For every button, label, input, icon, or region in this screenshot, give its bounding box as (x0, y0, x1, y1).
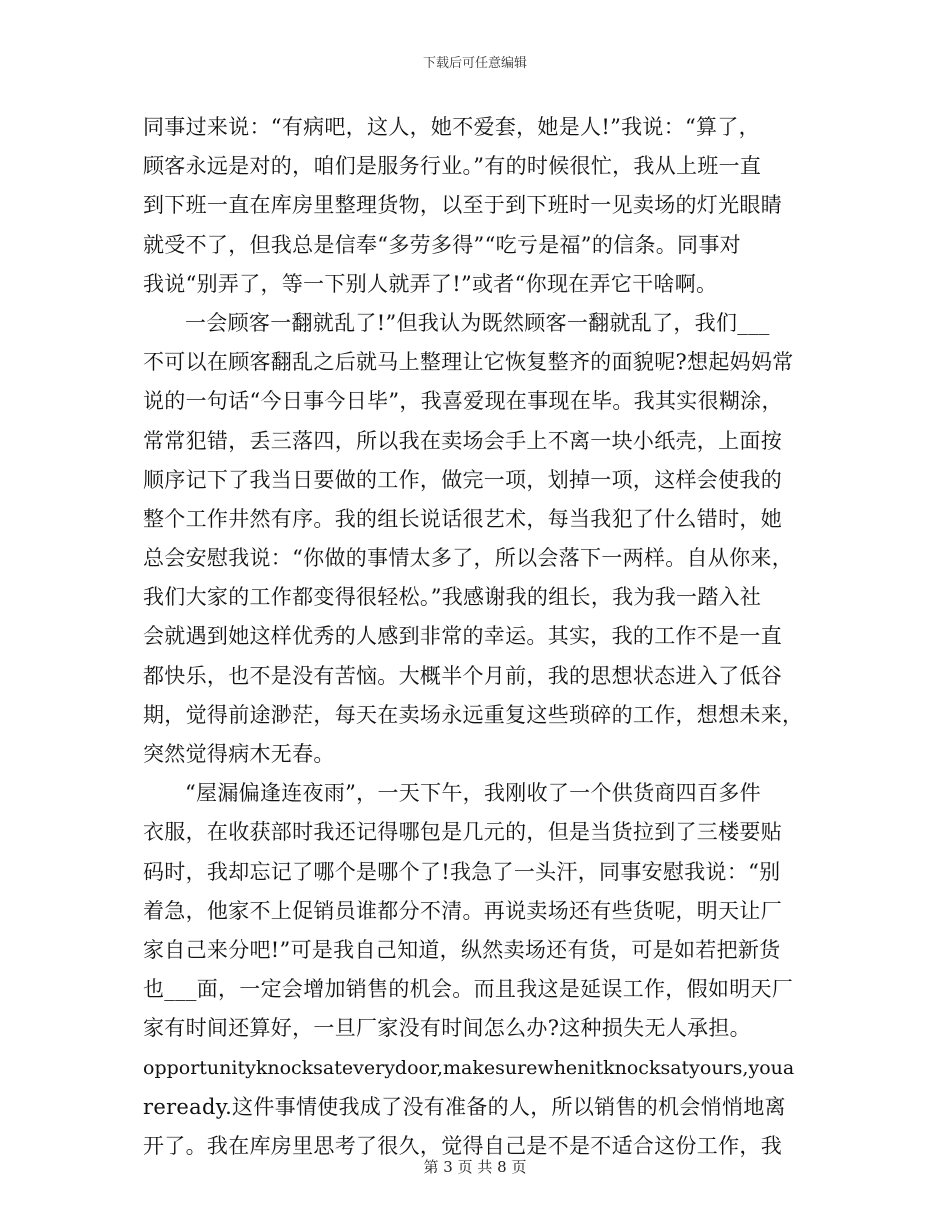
text-line: 说的一句话“今日事今日毕”，我喜爱现在事现在毕。我其实很糊涂， (143, 389, 783, 414)
text-line: 家有时间还算好，一旦厂家没有时间怎么办?这种损失无人承担。 (143, 1016, 751, 1041)
text-line: 我说“别弄了，等一下别人就弄了!”或者“你现在弄它干啥啊。 (143, 271, 718, 296)
text-line: 就受不了，但我总是信奉“多劳多得”“吃亏是福”的信条。同事对 (143, 232, 741, 257)
text-line: 着急，他家不上促销员谁都分不清。再说卖场还有些货呢，明天让厂 (143, 898, 782, 923)
page-header: 下载后可任意编辑 (422, 56, 527, 71)
text-line-latin: opportunityknocksateverydoor,makesurewhenitknocksatyours,youa (143, 1056, 795, 1079)
text-line: 突然觉得病木无春。 (143, 742, 335, 766)
text-line: 顺序记下了我当日要做的工作，做完一项，划掉一项，这样会使我的 (143, 467, 782, 492)
paragraph-start-line: “屋漏偏逢连夜雨”，一天下午，我刚收了一个供货商四百多件 (185, 781, 761, 806)
text-line: 期，觉得前途渺茫，每天在卖场永远重复这些琐碎的工作，想想未来， (143, 702, 804, 727)
text-line: 同事过来说：“有病吧，这人，她不爱套，她是人!”我说：“算了， (143, 115, 760, 139)
text-line: 整个工作井然有序。我的组长说话很艺术，每当我犯了什么错时，她 (143, 506, 782, 531)
text-line: 开了。我在库房里思考了很久，觉得自己是不是不适合这份工作，我 (143, 1133, 782, 1158)
text-line: 码时，我却忘记了哪个是哪个了!我急了一头汗，同事安慰我说：“别 (143, 859, 781, 884)
paragraph-start-line: 一会顾客一翻就乱了!”但我认为既然顾客一翻就乱了，我们___ (185, 310, 770, 335)
text-line: 我们大家的工作都变得很轻松。”我感谢我的组长，我为我一踏入社 (143, 585, 762, 610)
text-line: 顾客永远是对的，咱们是服务行业。”有的时候很忙，我从上班一直 (143, 154, 762, 179)
page-number: 第 3 页 共 8 页 (423, 1158, 527, 1176)
document-body (143, 108, 803, 1166)
text-line: 衣服，在收获部时我还记得哪包是几元的，但是当货拉到了三楼要贴 (143, 820, 782, 845)
text-line: 常常犯错，丢三落四，所以我在卖场会手上不离一块小纸壳，上面按 (143, 428, 782, 453)
text-line: 不可以在顾客翻乱之后就马上整理让它恢复整齐的面貌呢?想起妈妈常 (143, 350, 794, 375)
text-line: 也___面，一定会增加销售的机会。而且我这是延误工作，假如明天厂 (143, 977, 794, 1002)
text-line: 都快乐，也不是没有苦恼。大概半个月前，我的思想状态进入了低谷 (143, 663, 782, 688)
text-line: 会就遇到她这样优秀的人感到非常的幸运。其实，我的工作不是一直 (143, 624, 782, 649)
text-line: 总会安慰我说：“你做的事情太多了，所以会落下一两样。自从你来， (143, 546, 794, 571)
text-line: 家自己来分吧!”可是我自己知道，纵然卖场还有货，可是如若把新货 (143, 937, 781, 962)
text-line: reready.这件事情使我成了没有准备的人，所以销售的机会悄悄地离 (143, 1094, 786, 1119)
text-line: 到下班一直在库房里整理货物，以至于到下班时一见卖场的灯光眼睛 (143, 193, 782, 218)
